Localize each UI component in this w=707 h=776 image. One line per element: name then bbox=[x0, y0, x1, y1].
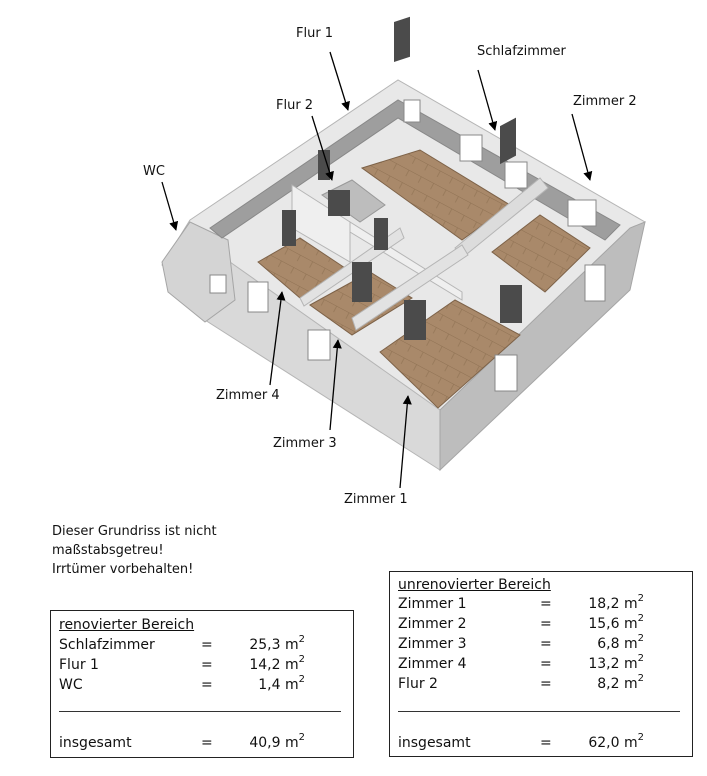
unrenovated-title: unrenovierter Bereich bbox=[398, 577, 551, 593]
table-row: Zimmer 4 = 13,2 $m^2$ bbox=[398, 653, 644, 672]
unrenovated-area-table bbox=[389, 571, 693, 757]
table-row: Flur 1 = 14,2 $m^2$ bbox=[59, 654, 305, 673]
window-wc bbox=[210, 275, 226, 293]
label-zimmer1: Zimmer 1 bbox=[344, 492, 408, 507]
table-row: Zimmer 1 = 18,2 $m^2$ bbox=[398, 593, 644, 612]
renovated-area-table bbox=[50, 610, 354, 758]
table-row: Zimmer 3 = 6,8 $m^2$ bbox=[398, 633, 644, 652]
disclaimer-line-1: Dieser Grundriss ist nicht bbox=[52, 524, 217, 539]
label-schlafzimmer: Schlafzimmer bbox=[477, 44, 566, 59]
window-back bbox=[404, 100, 420, 122]
disclaimer-note bbox=[52, 522, 217, 579]
label-zimmer4: Zimmer 4 bbox=[216, 388, 280, 403]
door-zimmer3-a bbox=[352, 262, 372, 302]
window-front-2 bbox=[308, 330, 330, 360]
arrow-schlafzimmer bbox=[478, 70, 495, 130]
label-flur2: Flur 2 bbox=[276, 98, 314, 113]
divider bbox=[398, 711, 680, 712]
divider bbox=[59, 711, 341, 712]
window-schlafzimmer-1 bbox=[460, 135, 482, 161]
table-row: Zimmer 2 = 15,6 $m^2$ bbox=[398, 613, 644, 632]
arrow-flur1 bbox=[330, 52, 348, 110]
table-row: WC = 1,4 $m^2$ bbox=[59, 674, 305, 693]
window-right-1 bbox=[585, 265, 605, 301]
label-flur1: Flur 1 bbox=[296, 26, 334, 41]
window-schlafzimmer-2 bbox=[505, 162, 527, 188]
door-right bbox=[500, 285, 522, 323]
label-zimmer2: Zimmer 2 bbox=[573, 94, 637, 109]
window-right-2 bbox=[495, 355, 517, 391]
arrow-zimmer2 bbox=[572, 114, 590, 180]
door-zimmer1 bbox=[404, 300, 426, 340]
door-schlafzimmer bbox=[394, 17, 410, 62]
door-flur2 bbox=[328, 190, 350, 216]
arrow-wc bbox=[162, 182, 176, 230]
total-row: insgesamt = 40,9 $m^2$ bbox=[59, 732, 305, 751]
door-zimmer4 bbox=[282, 210, 296, 246]
table-row: Schlafzimmer = 25,3 $m^2$ bbox=[59, 634, 305, 653]
table-row: Flur 2 = 8,2 $m^2$ bbox=[398, 673, 644, 692]
label-zimmer3: Zimmer 3 bbox=[273, 436, 337, 451]
window-zimmer2 bbox=[568, 200, 596, 226]
disclaimer-line-2: maßstabsgetreu! bbox=[52, 543, 164, 558]
disclaimer-line-3: Irrtümer vorbehalten! bbox=[52, 562, 194, 577]
renovated-title: renovierter Bereich bbox=[59, 617, 195, 633]
total-row: insgesamt = 62,0 $m^2$ bbox=[398, 732, 644, 751]
label-wc: WC bbox=[143, 164, 165, 179]
door-zimmer3-b bbox=[374, 218, 388, 250]
window-front-1 bbox=[248, 282, 268, 312]
